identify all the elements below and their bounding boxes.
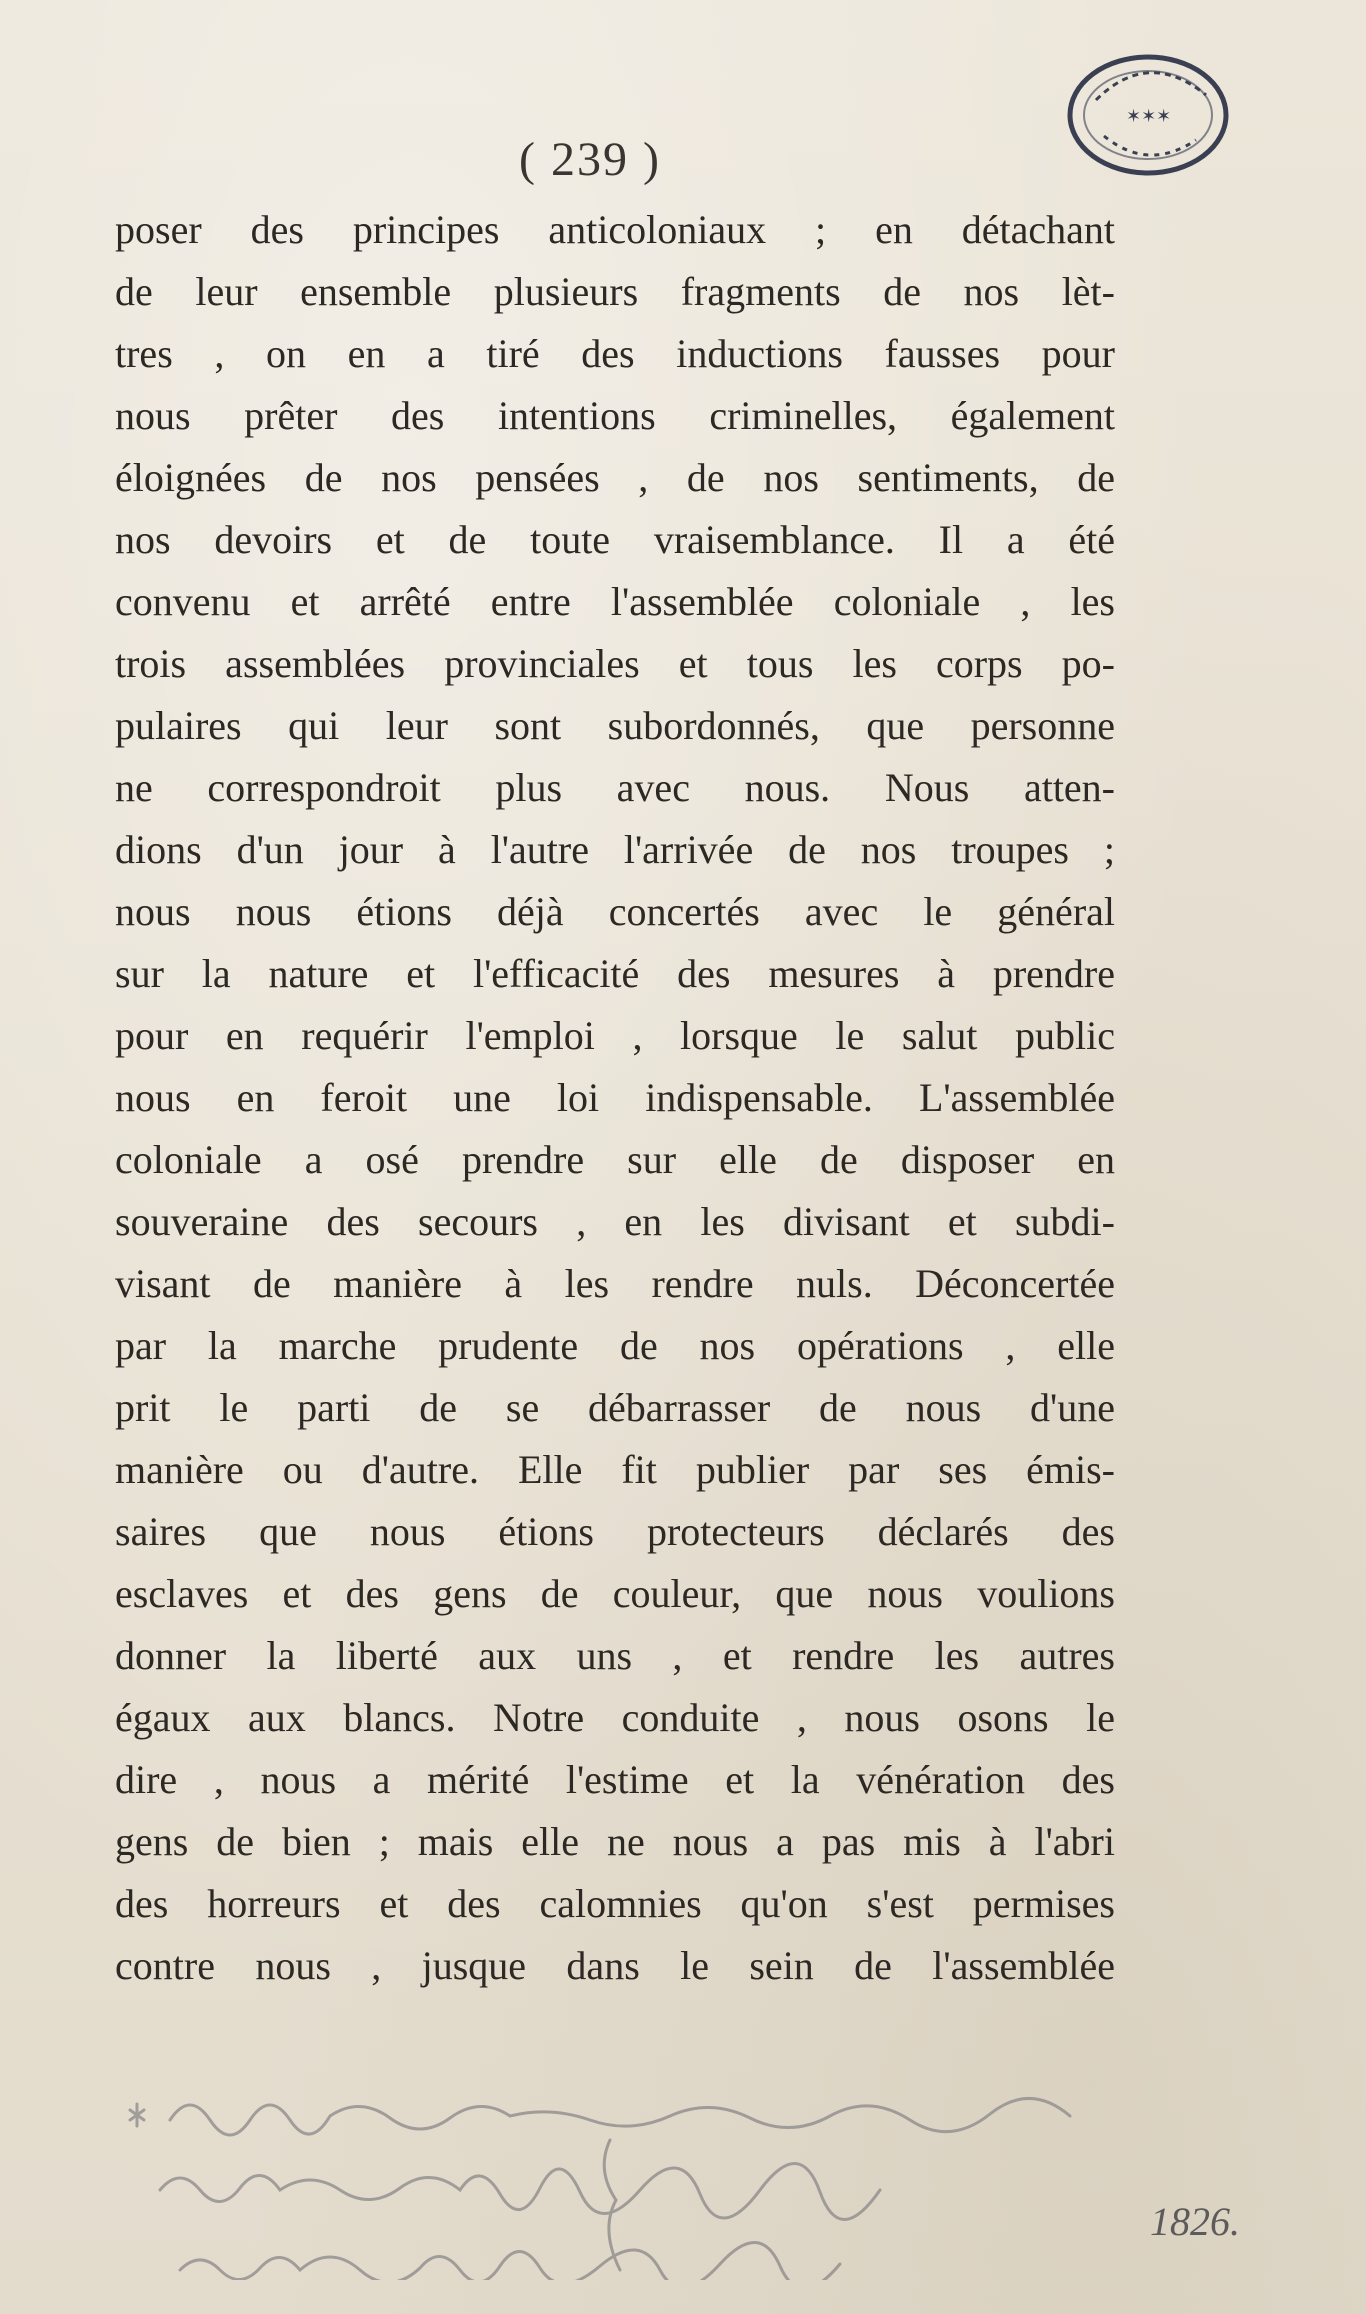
text-line: nos devoirs et de toute vraisemblance. Il a été xyxy=(115,517,1115,562)
text-line: convenu et arrêté entre l'assemblée coloniale , les xyxy=(115,579,1115,624)
text-line: égaux aux blancs. Notre conduite , nous osons le xyxy=(115,1695,1115,1740)
text-line: dire , nous a mérité l'estime et la vénération des xyxy=(115,1757,1115,1802)
text-line: tres , on en a tiré des inductions fausses pour xyxy=(115,331,1115,376)
text-line: nous en feroit une loi indispensable. L'assemblée xyxy=(115,1075,1115,1120)
page-number: ( 239 ) xyxy=(519,133,661,186)
text-line: pour en requérir l'emploi , lorsque le salut public xyxy=(115,1013,1115,1058)
text-line: donner la liberté aux uns , et rendre les autres xyxy=(115,1633,1115,1678)
text-line: sur la nature et l'efficacité des mesures à prendre xyxy=(115,951,1115,996)
svg-text:✶✶✶: ✶✶✶ xyxy=(1126,106,1172,126)
text-line: par la marche prudente de nos opérations , elle xyxy=(115,1323,1115,1368)
text-line: gens de bien ; mais elle ne nous a pas mis à l'abri xyxy=(115,1819,1115,1864)
text-line: souveraine des secours , en les divisant et subdi- xyxy=(115,1199,1115,1244)
text-line: des horreurs et des calomnies qu'on s'est permises xyxy=(115,1881,1115,1926)
text-line: coloniale a osé prendre sur elle de disposer en xyxy=(115,1137,1115,1182)
text-line: manière ou d'autre. Elle fit publier par ses émis- xyxy=(115,1447,1115,1492)
text-line: esclaves et des gens de couleur, que nous voulions xyxy=(115,1571,1115,1616)
text-line: contre nous , jusque dans le sein de l'assemblée xyxy=(115,1943,1115,1988)
text-line: nous nous étions déjà concertés avec le général xyxy=(115,889,1115,934)
handwritten-pencil-notes xyxy=(120,2080,1260,2280)
text-line: dions d'un jour à l'autre l'arrivée de nos troupes ; xyxy=(115,827,1115,872)
text-line: visant de manière à les rendre nuls. Déconcertée xyxy=(115,1261,1115,1306)
text-line: prit le parti de se débarrasser de nous d'une xyxy=(115,1385,1115,1430)
text-line: éloignées de nos pensées , de nos sentiments, de xyxy=(115,455,1115,500)
text-line: trois assemblées provinciales et tous les corps po- xyxy=(115,641,1115,686)
annotation-year: 1826. xyxy=(1150,2199,1240,2244)
text-line: poser des principes anticoloniaux ; en détachant xyxy=(115,207,1115,252)
library-stamp xyxy=(1056,40,1236,190)
text-line: nous prêter des intentions criminelles, également xyxy=(115,393,1115,438)
text-line: saires que nous étions protecteurs déclarés des xyxy=(115,1509,1115,1554)
text-line: de leur ensemble plusieurs fragments de nos lèt- xyxy=(115,269,1115,314)
text-line: pulaires qui leur sont subordonnés, que personne xyxy=(115,703,1115,748)
text-line: ne correspondroit plus avec nous. Nous atten- xyxy=(115,765,1115,810)
